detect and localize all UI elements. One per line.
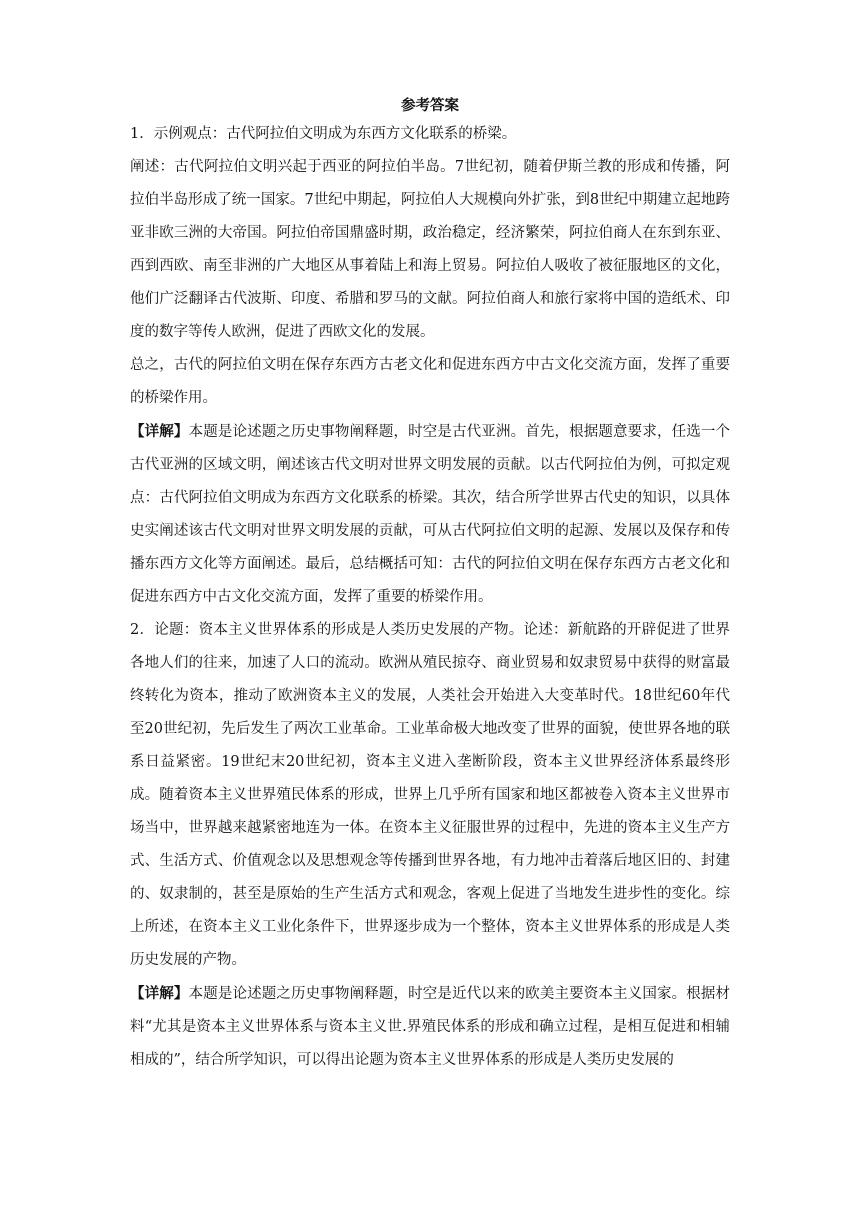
- q1-detail-label: 【详解】: [130, 423, 189, 440]
- page-title: 参考答案: [401, 97, 459, 114]
- q2-detail: [130, 977, 730, 1077]
- q2-detail-label: 【详解】: [130, 985, 189, 1002]
- q1-viewpoint: 1．示例观点：古代阿拉伯文明成为东西方文化联系的桥梁。: [130, 126, 517, 142]
- q1-elaboration: 阐述：古代阿拉伯文明兴起于西亚的阿拉伯半岛。7世纪初，随着伊斯兰教的形成和传播，阿拉伯半岛形成了统一国家。7世纪中期起，阿拉伯人大规模向外扩张，到8世纪中期建立起地跨亚非欧三洲的大帝国。阿拉伯帝国鼎盛时期，政治稳定，经济繁荣，阿拉伯商人在东到东亚、西到西欧、南至非洲的广大地区从事着陆上和海上贸易。阿拉伯人吸收了被征服地区的文化，他们广泛翻译古代波斯、印度、希腊和罗马的文献。阿拉伯商人和旅行家将中国的造纸术、印度的数字等传人欧洲，促进了西欧文化的发展。: [130, 159, 730, 340]
- answer-page: [130, 96, 730, 1077]
- q2-detail-text: 本题是论述题之历史事物阐释题，时空是近代以来的欧美主要资本主义国家。根据材料“尤其是资本主义世界体系与资本主义世.界殖民体系的形成和确立过程，是相互促进和相辅相成的”，结合所学知识，可以得出论题为资本主义世界体系的形成是人类历史发展的: [130, 986, 731, 1068]
- q1-detail: [130, 415, 730, 614]
- q1-detail-text: 本题是论述题之历史事物阐释题，时空是古代亚洲。首先，根据题意要求，任选一个古代亚洲的区域文明，阐述该古代文明对世界文明发展的贡献。以古代阿拉伯为例，可拟定观点：古代阿拉伯文明成为东西方文化联系的桥梁。其次，结合所学世界古代史的知识，以具体史实阐述该古代文明对世界文明发展的贡献，可从古代阿拉伯文明的起源、发展以及保存和传播东西方文化等方面阐述。最后，总结概括可知：古代的阿拉伯文明在保存东西方古老文化和促进东西方中古文化交流方面，发挥了重要的桥梁作用。: [130, 424, 731, 605]
- q2-answer: 2．论题：资本主义世界体系的形成是人类历史发展的产物。论述：新航路的开辟促进了世界各地人们的往来，加速了人口的流动。欧洲从殖民掠夺、商业贸易和奴隶贸易中获得的财富最终转化为资本，推动了欧洲资本主义的发展，人类社会开始进入大变革时代。18世纪60年代至20世纪初，先后发生了两次工业革命。工业革命极大地改变了世界的面貌，使世界各地的联系日益紧密。19世纪末20世纪初，资本主义进入垄断阶段，资本主义世界经济体系最终形成。随着资本主义世界殖民体系的形成，世界上几乎所有国家和地区都被卷入资本主义世界市场当中，世界越来越紧密地连为一体。在资本主义征服世界的过程中，先进的资本主义生产方式、生活方式、价值观念以及思想观念等传播到世界各地，有力地冲击着落后地区旧的、封建的、奴隶制的，甚至是原始的生产生活方式和观念，客观上促进了当地发生进步性的变化。综上所述，在资本主义工业化条件下，世界逐步成为一个整体，资本主义世界体系的形成是人类历史发展的产物。: [130, 622, 730, 968]
- q1-summary: 总之，古代的阿拉伯文明在保存东西方古老文化和促进东西方中古文化交流方面，发挥了重要的桥梁作用。: [130, 357, 730, 406]
